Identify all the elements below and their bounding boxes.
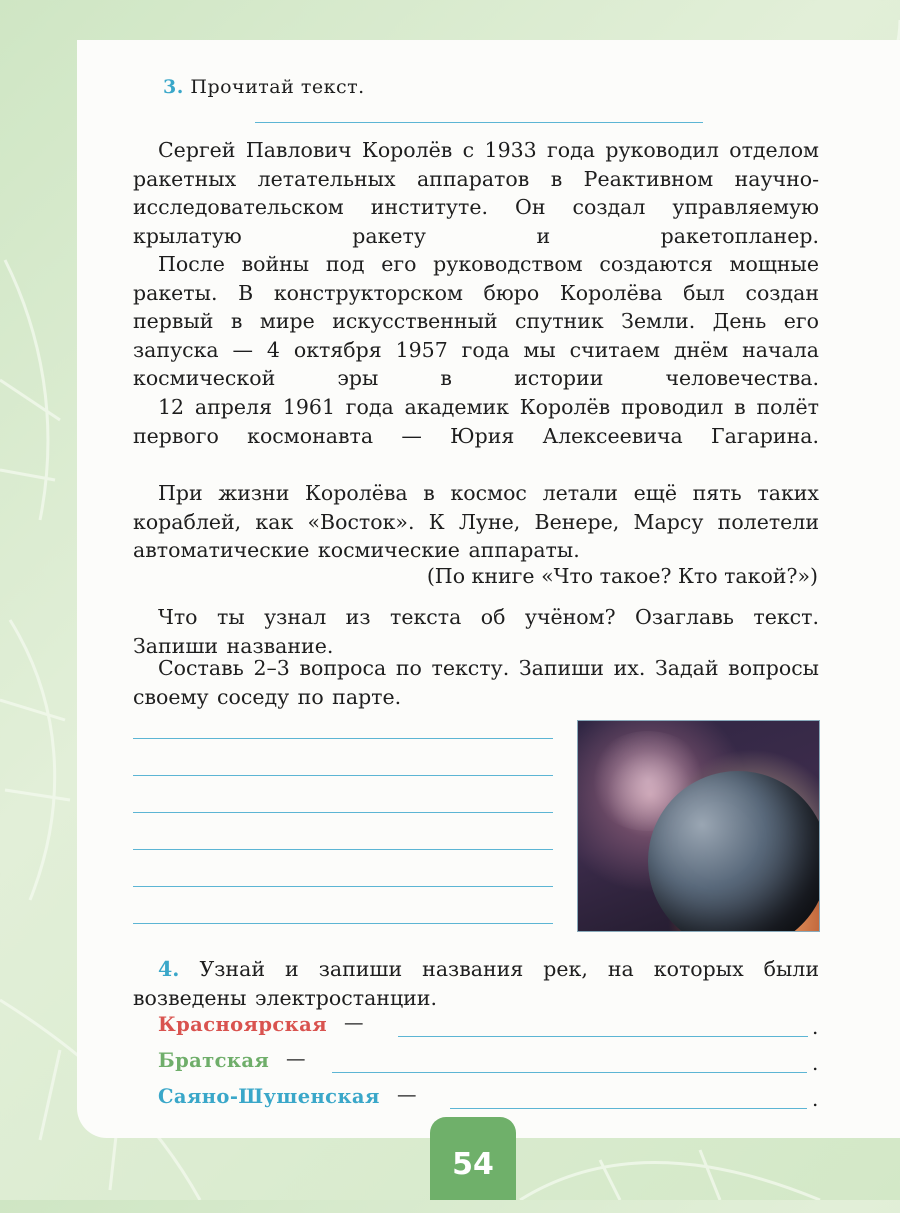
station-sayano-shushenskaya: Саяно-Шушенская xyxy=(158,1085,380,1108)
task-3-title: Прочитай текст. xyxy=(190,76,365,98)
period: . xyxy=(812,1051,819,1075)
task-3-heading xyxy=(163,76,365,98)
answer-line-sayano-shushenskaya[interactable] xyxy=(450,1108,807,1109)
paragraph-1: Сергей Павлович Королёв с 1933 года руководил отделом ракетных летательных аппаратов в Реактивном научно-исследовательском институте. Он создал управляемую крылатую ракету и ракетопланер. xyxy=(133,138,819,248)
answer-line[interactable] xyxy=(133,775,553,776)
paragraph-2: После войны под его руководством создаются мощные ракеты. В конструкторском бюро Королёва был создан первый в мире искусственный спутник Земли. День его запуска — 4 октября 1957 года мы считаем днём начала космической эры в истории человечества. xyxy=(133,252,819,390)
paragraph-4: При жизни Королёва в космос летали ещё пять таких кораблей, как «Восток». К Луне, Венере, Марсу полетели автоматические космические аппараты. xyxy=(133,481,819,562)
period: . xyxy=(812,1087,819,1111)
station-krasnoyarsk: Красноярская xyxy=(158,1013,327,1036)
question-1: Что ты узнал из текста об учёном? Озаглавь текст. Запиши название. xyxy=(133,605,819,658)
earth-space-image xyxy=(577,720,820,932)
task-4-text xyxy=(133,955,819,1012)
question-2: Составь 2–3 вопроса по тексту. Запиши их. Задай вопросы своему соседу по парте. xyxy=(133,656,819,709)
answer-line[interactable] xyxy=(133,738,553,739)
task-4-number: 4. xyxy=(158,957,180,981)
answer-line[interactable] xyxy=(133,923,553,924)
title-write-line[interactable] xyxy=(255,122,703,123)
paragraph-3: 12 апреля 1961 года академик Королёв проводил в полёт первого космонавта — Юрия Алексеевича Гагарина. xyxy=(133,395,819,448)
answer-line[interactable] xyxy=(133,812,553,813)
page-number: 54 xyxy=(430,1117,516,1200)
answer-line-krasnoyarsk[interactable] xyxy=(398,1036,808,1037)
source-citation: (По книге «Что такое? Кто такой?») xyxy=(426,564,818,588)
task-3-number: 3. xyxy=(163,76,184,98)
dash: — xyxy=(397,1083,417,1106)
answer-line-bratsk[interactable] xyxy=(332,1072,807,1073)
answer-line[interactable] xyxy=(133,886,553,887)
station-bratsk: Братская xyxy=(158,1049,270,1072)
answer-line[interactable] xyxy=(133,849,553,850)
period: . xyxy=(812,1015,819,1039)
dash: — xyxy=(286,1047,306,1070)
task-4-instruction: Узнай и запиши названия рек, на которых были возведены электростанции. xyxy=(133,957,819,1010)
dash: — xyxy=(344,1011,364,1034)
